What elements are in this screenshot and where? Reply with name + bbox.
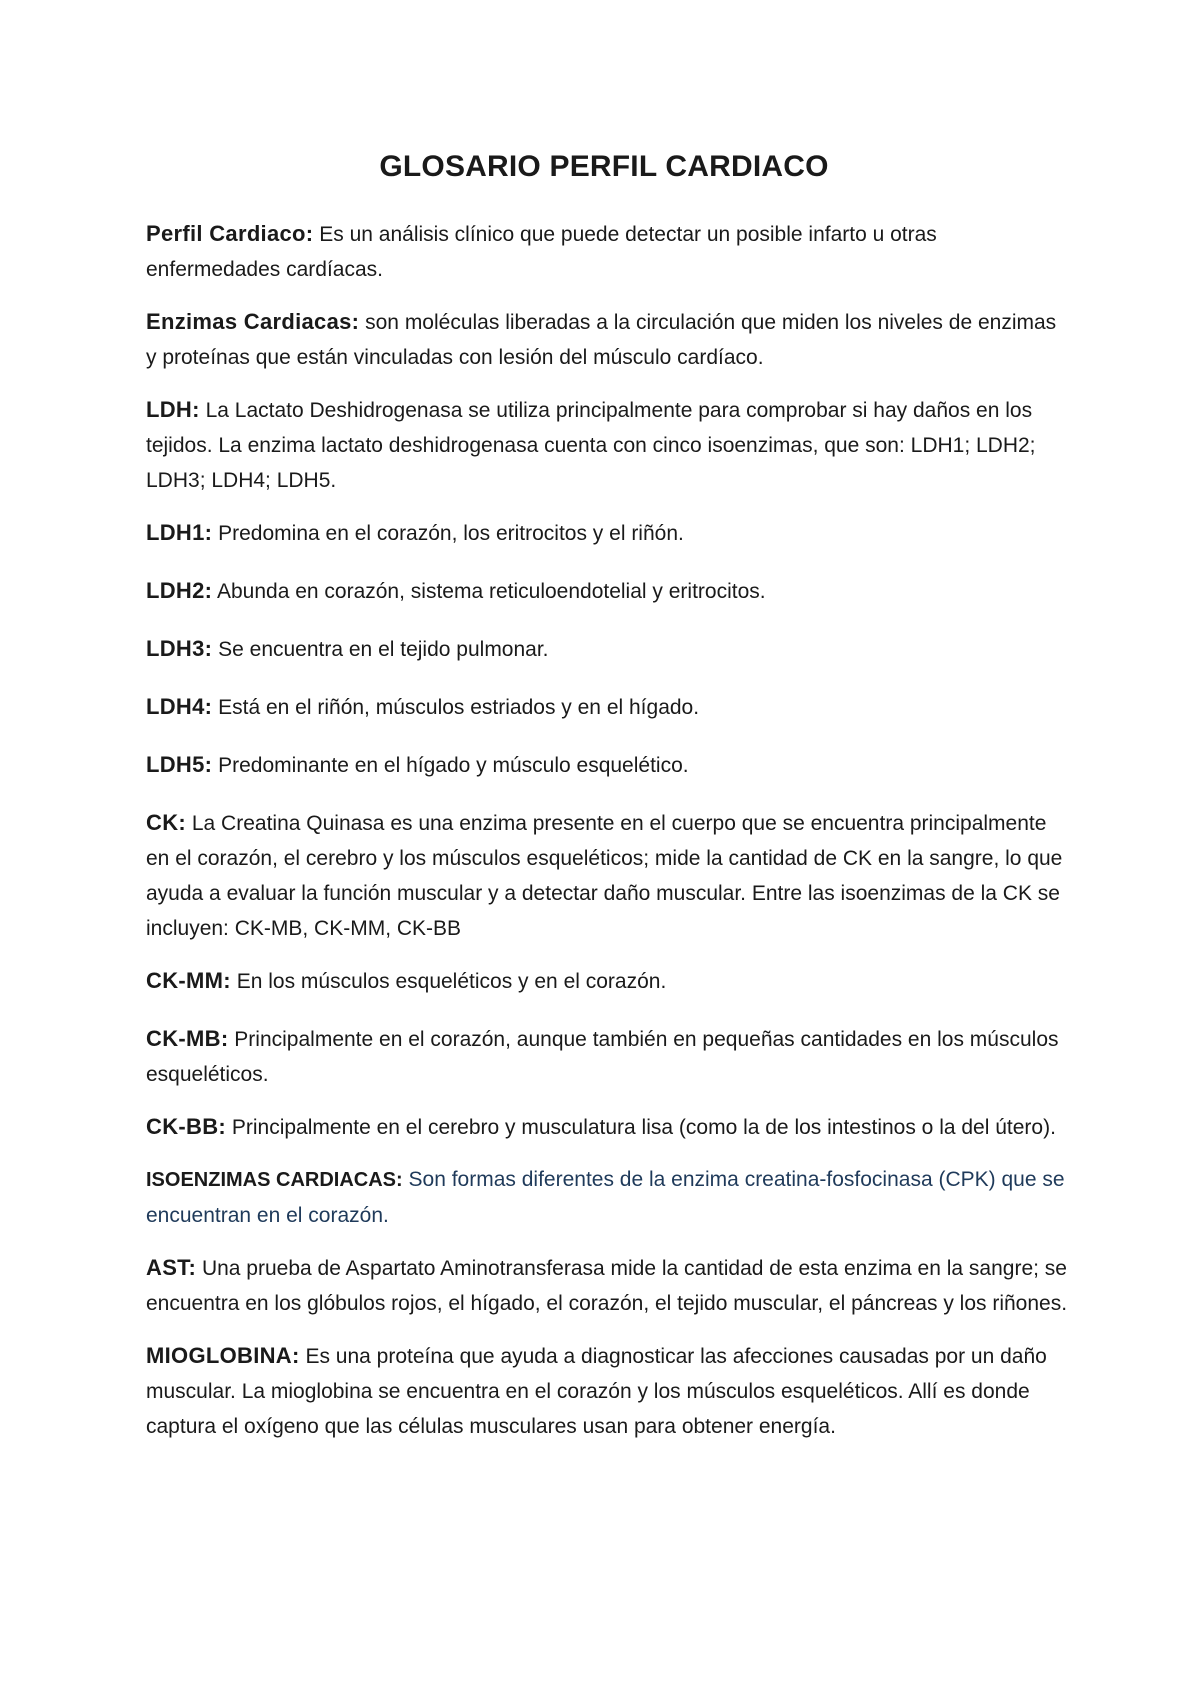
entry-text: Principalmente en el corazón, aunque también en pequeñas cantidades en los músculos esqueléticos. [146, 1028, 1059, 1086]
entry-text: La Creatina Quinasa es una enzima presente en el cuerpo que se encuentra principalmente en el corazón, el cerebro y los músculos esqueléticos; mide la cantidad de CK en la sangre, lo que ayuda a evaluar la función muscular y a detectar daño muscular. Entre las isoenzimas de la CK se incluyen: CK-MB, CK-MM, CK-BB [146, 812, 1063, 940]
entry-text: Es un análisis clínico que puede detectar un posible infarto u otras enfermedades cardíacas. [146, 223, 937, 281]
glossary-entry-ldh2 [146, 573, 1072, 609]
entry-text: son moléculas liberadas a la circulación que miden los niveles de enzimas y proteínas que están vinculadas con lesión del músculo cardíaco. [146, 311, 1057, 369]
entry-term: LDH3: [146, 636, 213, 661]
entry-term: CK-BB: [146, 1114, 227, 1139]
glossary-entry-ck-mm [146, 963, 1072, 999]
glossary-entry-ck-bb [146, 1109, 1072, 1145]
entry-text: Se encuentra en el tejido pulmonar. [218, 638, 549, 661]
page-title: GLOSARIO PERFIL CARDIACO [379, 150, 829, 183]
glossary-entry-ldh3 [146, 631, 1072, 667]
entry-term: LDH: [146, 397, 200, 422]
entry-term: CK: [146, 810, 187, 835]
entry-text: Una prueba de Aspartato Aminotransferasa mide la cantidad de esta enzima en la sangre; se encuentra en los glóbulos rojos, el hígado, el corazón, el tejido muscular, el páncreas y los riñones. [146, 1257, 1068, 1315]
entry-text: Principalmente en el cerebro y musculatura lisa (como la de los intestinos o la del útero). [231, 1116, 1056, 1139]
glossary-entry-ck [146, 805, 1072, 946]
entry-text: La Lactato Deshidrogenasa se utiliza principalmente para comprobar si hay daños en los tejidos. La enzima lactato deshidrogenasa cuenta con cinco isoenzimas, que son: LDH1; LDH2; LDH3; LDH4; LDH5. [146, 399, 1036, 492]
entry-term: ISOENZIMAS CARDIACAS: [146, 1169, 403, 1191]
entry-term: LDH2: [146, 578, 213, 603]
entry-text: Son formas diferentes de la enzima creatina-fosfocinasa (CPK) que se encuentran en el corazón. [146, 1168, 1065, 1227]
entry-text: Predomina en el corazón, los eritrocitos y el riñón. [218, 522, 684, 545]
entry-term: Enzimas Cardiacas: [146, 309, 360, 334]
entry-term: LDH5: [146, 752, 213, 777]
entry-term: Perfil Cardiaco: [146, 221, 314, 246]
glossary-entry-ldh1 [146, 515, 1072, 551]
entry-term: LDH4: [146, 694, 213, 719]
glossary-entry-perfil-cardiaco [146, 216, 1072, 287]
entry-text: Está en el riñón, músculos estriados y en el hígado. [218, 696, 700, 719]
entry-term: MIOGLOBINA: [146, 1343, 300, 1368]
glossary-entry-ldh4 [146, 689, 1072, 725]
entry-term: CK-MB: [146, 1026, 229, 1051]
glossary-entry-ldh5 [146, 747, 1072, 783]
entry-term: CK-MM: [146, 968, 231, 993]
glossary-entry-ck-mb [146, 1021, 1072, 1092]
glossary-entry-mioglobina [146, 1338, 1072, 1444]
entry-text: En los músculos esqueléticos y en el corazón. [236, 970, 667, 993]
entry-text: Abunda en corazón, sistema reticuloendotelial y eritrocitos. [216, 580, 766, 603]
entry-term: LDH1: [146, 520, 213, 545]
glossary-entry-ast [146, 1250, 1072, 1321]
glossary-entry-ldh [146, 392, 1072, 498]
entry-term: AST: [146, 1255, 197, 1280]
glossary-entry-enzimas-cardiacas [146, 304, 1072, 375]
glossary-entry-isoenzimas-cardiacas [146, 1162, 1072, 1233]
entry-text: Es una proteína que ayuda a diagnosticar las afecciones causadas por un daño muscular. La mioglobina se encuentra en el corazón y los músculos esqueléticos. Allí es donde captura el oxígeno que las células musculares usan para obtener energía. [146, 1345, 1047, 1438]
entry-text: Predominante en el hígado y músculo esquelético. [218, 754, 689, 777]
